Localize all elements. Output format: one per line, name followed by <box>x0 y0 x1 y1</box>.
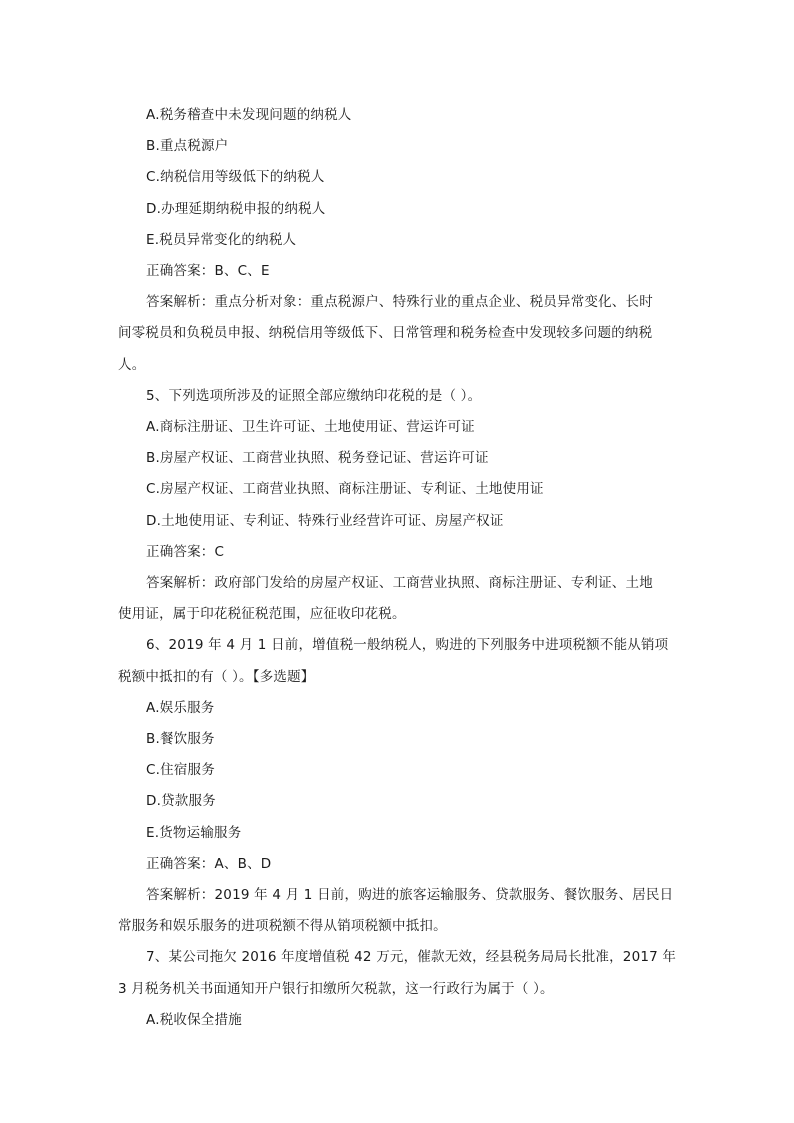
q4-option-e: E.税员异常变化的纳税人 <box>146 231 297 248</box>
q6-question-line-1: 6、2019 年 4 月 1 日前，增值税一般纳税人，购进的下列服务中进项税额不能从销项 <box>146 637 669 654</box>
q5-option-c: C.房屋产权证、工商营业执照、商标注册证、专利证、土地使用证 <box>146 481 544 498</box>
q6-option-b: B.餐饮服务 <box>146 731 215 748</box>
q6-option-d: D.贷款服务 <box>146 793 216 810</box>
q5-option-b: B.房屋产权证、工商营业执照、税务登记证、营运许可证 <box>146 450 489 467</box>
q7-option-a: A.税收保全措施 <box>146 1011 242 1028</box>
q5-analysis-line-1: 答案解析：政府部门发给的房屋产权证、工商营业执照、商标注册证、专利证、土地 <box>146 575 653 592</box>
q4-option-a: A.税务稽查中未发现问题的纳税人 <box>146 107 352 123</box>
q5-option-a: A.商标注册证、卫生许可证、土地使用证、营运许可证 <box>146 419 475 436</box>
q6-question-line-2: 税额中抵扣的有（ ）。【多选题】 <box>118 668 315 685</box>
q4-option-c: C.纳税信用等级低下的纳税人 <box>146 169 325 186</box>
q4-option-b: B.重点税源户 <box>146 138 229 155</box>
q5-option-d: D.土地使用证、专利证、特殊行业经营许可证、房屋产权证 <box>146 512 504 529</box>
q6-answer: 正确答案：A、B、D <box>146 855 272 872</box>
q6-option-a: A.娱乐服务 <box>146 699 215 716</box>
q4-analysis-line-3: 人。 <box>118 356 146 373</box>
q6-analysis-line-2: 常服务和娱乐服务的进项税额不得从销项税额中抵扣。 <box>118 918 447 935</box>
document-body <box>118 100 678 1036</box>
q6-option-c: C.住宿服务 <box>146 762 215 779</box>
q5-answer: 正确答案：C <box>146 543 225 560</box>
q5-question: 5、下列选项所涉及的证照全部应缴纳印花税的是（ ）。 <box>146 387 482 404</box>
q7-question-line-2: 3 月税务机关书面通知开户银行扣缴所欠税款，这一行政行为属于（ ）。 <box>118 980 554 997</box>
q6-option-e: E.货物运输服务 <box>146 824 242 841</box>
q4-option-d: D.办理延期纳税申报的纳税人 <box>146 200 326 217</box>
q7-question-line-1: 7、某公司拖欠 2016 年度增值税 42 万元，催款无效，经县税务局局长批准，2017 年 <box>146 949 677 966</box>
q4-analysis-line-1: 答案解析：重点分析对象：重点税源户、特殊行业的重点企业、税员异常变化、长时 <box>146 294 653 311</box>
q4-analysis-line-2: 间零税员和负税员申报、纳税信用等级低下、日常管理和税务检查中发现较多问题的纳税 <box>118 325 653 342</box>
q6-analysis-line-1: 答案解析：2019 年 4 月 1 日前，购进的旅客运输服务、贷款服务、餐饮服务、居民日 <box>146 887 674 904</box>
q5-analysis-line-2: 使用证，属于印花税征税范围，应征收印花税。 <box>118 606 406 623</box>
q4-answer: 正确答案：B、C、E <box>146 263 270 280</box>
